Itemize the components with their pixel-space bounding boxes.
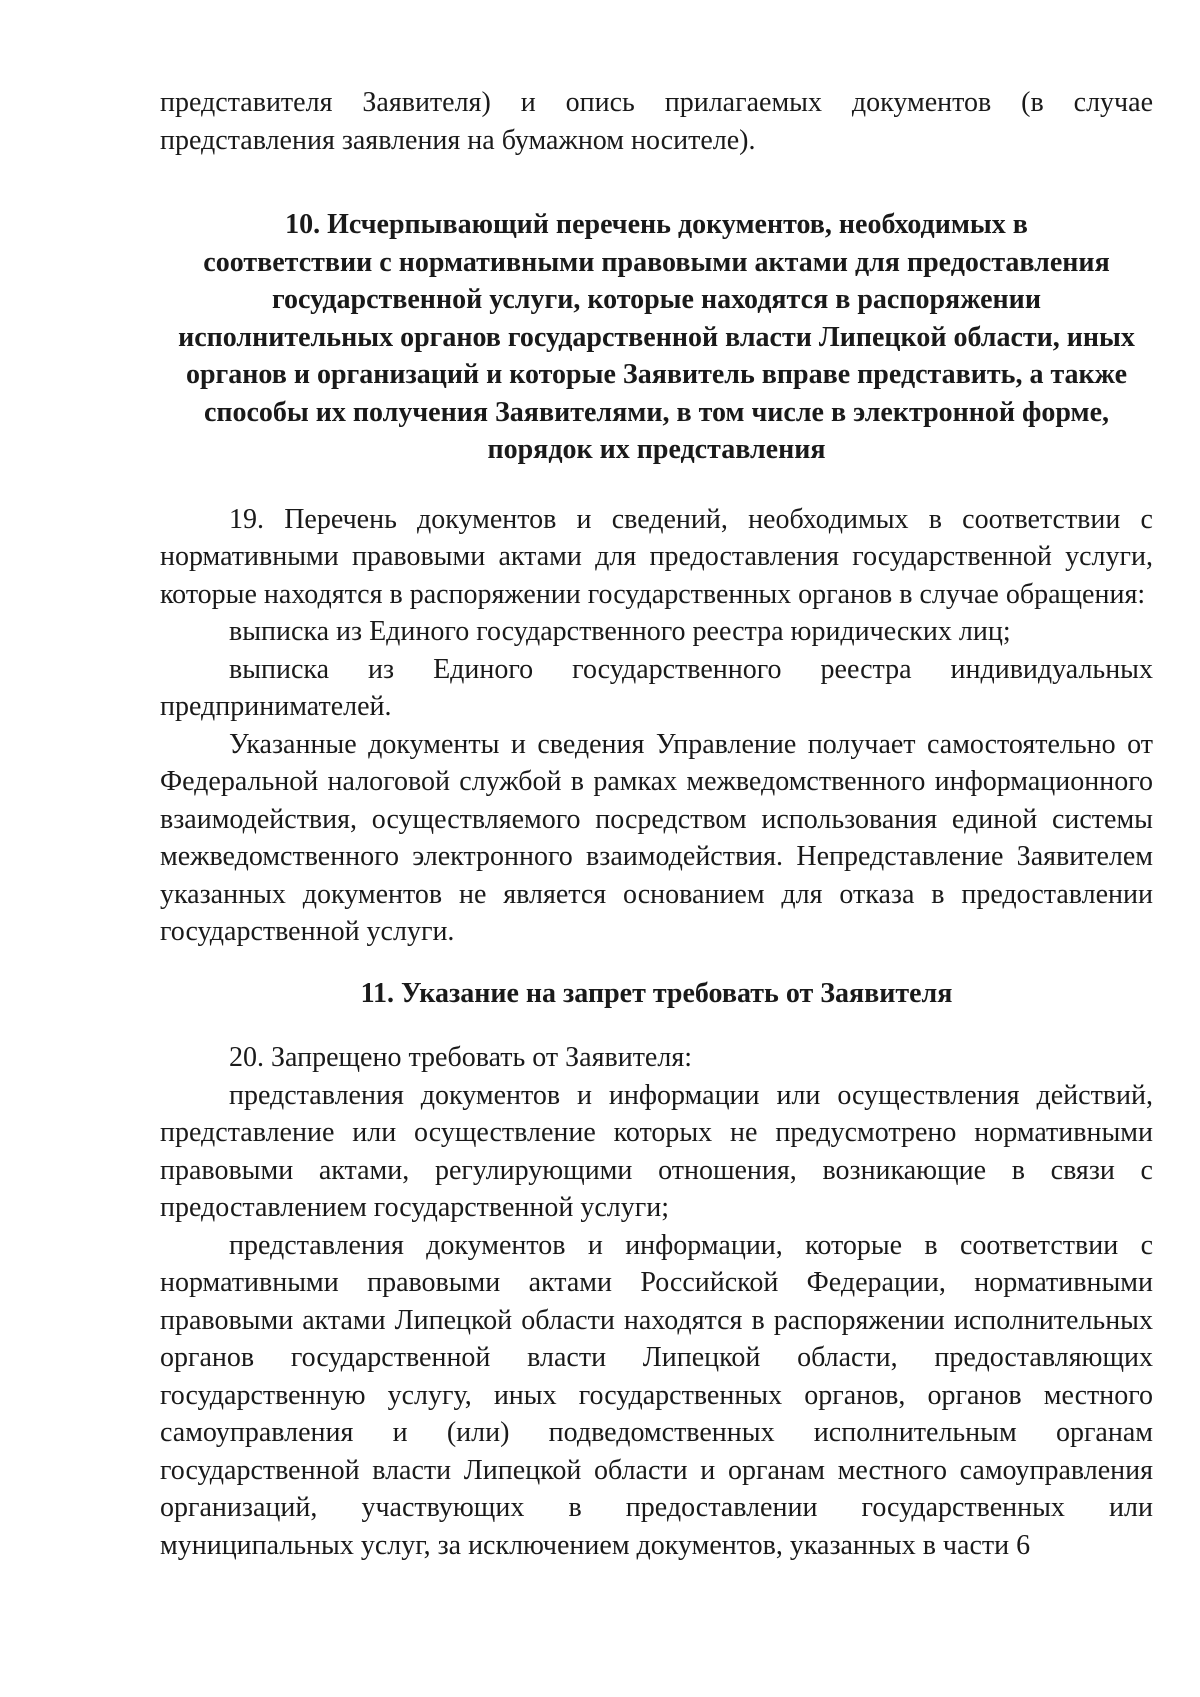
list-item-prohibition-2: представления документов и информации, которые в соответствии с нормативными правовыми актами Российской Федерации, нормативными правовыми актами Липецкой области находятся в распоряжении исполнительных органов государственной власти Липецкой области, предоставляющих государственную услугу, иных государственных органов, органов местного самоуправления и (или) подведомственных исполнительным органам государственной власти Липецкой области и органам местного самоуправления организаций, участвующих в предоставлении государственных или муниципальных услуг, за исключением документов, указанных в части 6: [160, 1229, 1153, 1561]
paragraph-19: 19. Перечень документов и сведений, необходимых в соответствии с нормативными правовыми актами для предоставления государственной услуги, которые находятся в распоряжении государственных органов в случае обращения:: [160, 503, 1153, 610]
document-page: [160, 84, 1153, 1564]
list-item-prohibition-1: представления документов и информации или осуществления действий, представление или осуществление которых не предусмотрено нормативными правовыми актами, регулирующими отношения, возникающие в связи с предоставлением государственной услуги;: [160, 1079, 1153, 1223]
paragraph-20: 20. Запрещено требовать от Заявителя:: [229, 1042, 692, 1073]
section-11-heading: 11. Указание на запрет требовать от Заявителя: [360, 977, 953, 1009]
heading-line: порядок их представления: [487, 434, 826, 465]
heading-line: способы их получения Заявителями, в том числе в электронной форме,: [203, 396, 1110, 428]
heading-line: 10. Исчерпывающий перечень документов, необходимых в: [285, 209, 1028, 240]
heading-line: исполнительных органов государственной власти Липецкой области, иных: [178, 321, 1135, 353]
heading-line: соответствии с нормативными правовыми актами для предоставления: [203, 246, 1110, 278]
paragraph-interagency: Указанные документы и сведения Управление получает самостоятельно от Федеральной налоговой службой в рамках межведомственного информационного взаимодействия, осуществляемого посредством использования единой системы межведомственного электронного взаимодействия. Непредставление Заявителем указанных документов не является основанием для отказа в предоставлении государственной услуги.: [160, 728, 1153, 947]
heading-line: органов и организаций и которые Заявитель вправе представить, а также: [185, 359, 1128, 390]
paragraph-continuation: представителя Заявителя) и опись прилагаемых документов (в случае представления заявления на бумажном носителе).: [160, 87, 1153, 156]
heading-line: государственной услуги, которые находятся в распоряжении: [272, 284, 1041, 315]
list-item-egrul: выписка из Единого государственного реестра юридических лиц;: [229, 616, 1011, 647]
section-10-heading: [160, 206, 1153, 469]
list-item-egrip: выписка из Единого государственного реестра индивидуальных предпринимателей.: [160, 653, 1153, 722]
